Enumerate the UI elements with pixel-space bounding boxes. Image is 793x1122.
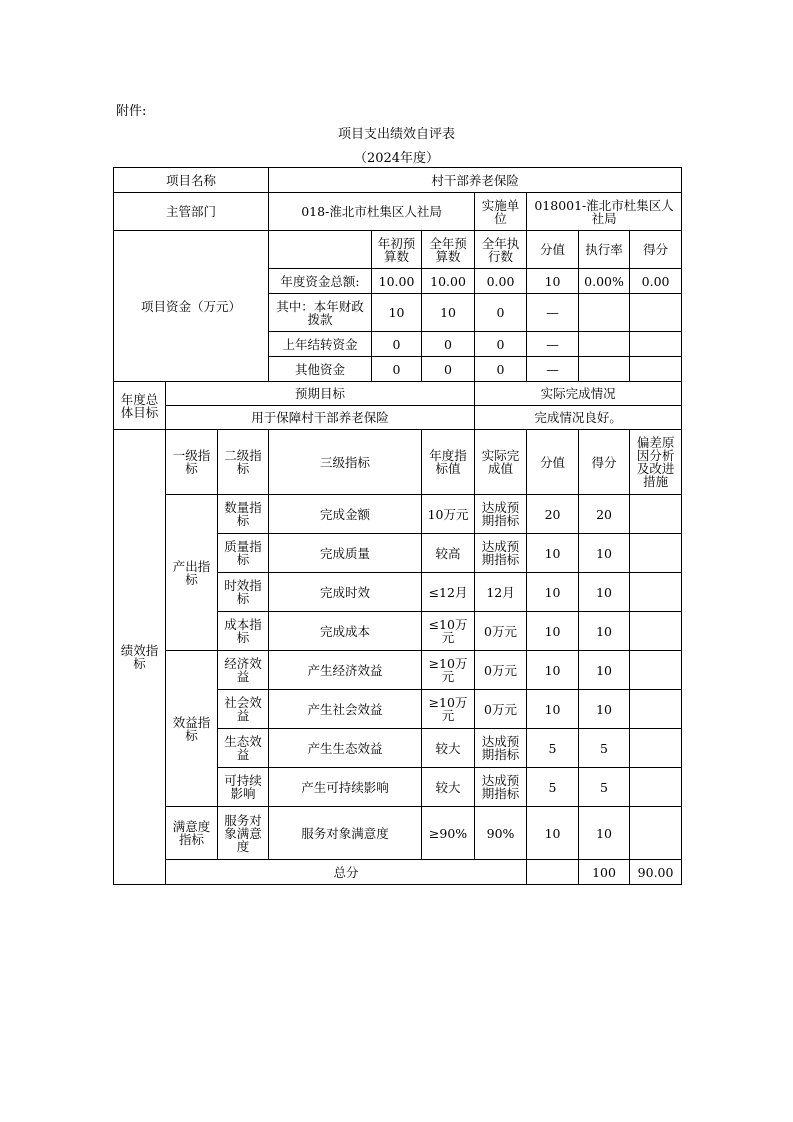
target-value: ≥10万元 (422, 690, 475, 729)
form-year: （2024年度） (353, 151, 440, 166)
score: 5 (579, 768, 630, 807)
level2-indicator: 质量指标 (218, 534, 269, 573)
funds-header: 得分 (630, 231, 682, 269)
funds-cell: 0 (422, 332, 475, 357)
goals-actual-header: 实际完成情况 (475, 382, 682, 406)
funds-cell: — (527, 294, 579, 332)
score: 10 (579, 690, 630, 729)
goals-expected-value: 用于保障村干部养老保险 (166, 406, 475, 430)
goals-actual-value: 完成情况良好。 (475, 406, 682, 430)
deviation-note (630, 651, 682, 690)
funds-cell (579, 332, 630, 357)
level1-indicator: 效益指标 (166, 651, 218, 807)
funds-cell: 0 (422, 357, 475, 382)
indicators-header: 偏差原因分析及改进措施 (630, 430, 682, 495)
indicators-header: 二级指标 (218, 430, 269, 495)
funds-header-blank (269, 231, 372, 269)
deviation-note (630, 729, 682, 768)
funds-header: 执行率 (579, 231, 630, 269)
funds-header: 年初预算数 (372, 231, 422, 269)
level3-indicator: 完成时效 (269, 573, 422, 612)
funds-cell: 10 (422, 294, 475, 332)
level3-indicator: 产生可持续影响 (269, 768, 422, 807)
attachment-label: 附件: (116, 104, 147, 119)
target-value: ≤10万元 (422, 612, 475, 651)
actual-value: 达成预期指标 (475, 534, 527, 573)
funds-cell (579, 357, 630, 382)
impl-label: 实施单位 (475, 193, 527, 231)
target-value: ≥90% (422, 807, 475, 860)
indicators-label: 绩效指标 (114, 430, 166, 885)
project-name-label: 项目名称 (114, 168, 269, 193)
funds-cell: — (527, 332, 579, 357)
level3-indicator: 产生经济效益 (269, 651, 422, 690)
row-total (114, 860, 682, 885)
level3-indicator: 服务对象满意度 (269, 807, 422, 860)
row-goals-header (114, 382, 682, 406)
funds-row-label: 其中：本年财政拨款 (269, 294, 372, 332)
level3-indicator: 完成成本 (269, 612, 422, 651)
total-score: 90.00 (630, 860, 682, 885)
total-score-value: 100 (579, 860, 630, 885)
score: 10 (579, 807, 630, 860)
score-value: 20 (527, 495, 579, 534)
funds-cell: 10 (372, 294, 422, 332)
level1-indicator: 满意度指标 (166, 807, 218, 860)
level3-indicator: 完成质量 (269, 534, 422, 573)
target-value: 较大 (422, 729, 475, 768)
deviation-note (630, 495, 682, 534)
row-department (114, 193, 682, 231)
level2-indicator: 成本指标 (218, 612, 269, 651)
funds-cell: — (527, 357, 579, 382)
funds-cell: 0 (372, 332, 422, 357)
funds-cell: 0.00 (630, 269, 682, 294)
funds-cell (630, 294, 682, 332)
score-value: 10 (527, 573, 579, 612)
dept-label: 主管部门 (114, 193, 269, 231)
funds-cell: 10.00 (422, 269, 475, 294)
row-indicators-header (114, 430, 682, 495)
actual-value: 90% (475, 807, 527, 860)
funds-cell (630, 357, 682, 382)
evaluation-table (113, 167, 682, 885)
level2-indicator: 社会效益 (218, 690, 269, 729)
score-value: 10 (527, 807, 579, 860)
row-funds-header (114, 231, 682, 269)
actual-value: 0万元 (475, 612, 527, 651)
target-value: 较大 (422, 768, 475, 807)
funds-cell: 0 (475, 332, 527, 357)
funds-row-label: 年度资金总额: (269, 269, 372, 294)
score-value: 10 (527, 651, 579, 690)
level2-indicator: 服务对象满意度 (218, 807, 269, 860)
actual-value: 达成预期指标 (475, 495, 527, 534)
level3-indicator: 产生生态效益 (269, 729, 422, 768)
score-value: 10 (527, 534, 579, 573)
funds-cell: 0 (475, 357, 527, 382)
project-name-value: 村干部养老保险 (269, 168, 682, 193)
funds-header: 分值 (527, 231, 579, 269)
actual-value: 达成预期指标 (475, 768, 527, 807)
dept-value: 018-淮北市杜集区人社局 (269, 193, 475, 231)
score: 5 (579, 729, 630, 768)
funds-cell: 10.00 (372, 269, 422, 294)
deviation-note (630, 768, 682, 807)
row-project-name (114, 168, 682, 193)
actual-value: 0万元 (475, 690, 527, 729)
indicators-header: 年度指标值 (422, 430, 475, 495)
total-label: 总分 (166, 860, 527, 885)
funds-header: 全年预算数 (422, 231, 475, 269)
funds-cell: 10 (527, 269, 579, 294)
level2-indicator: 数量指标 (218, 495, 269, 534)
indicators-header: 得分 (579, 430, 630, 495)
deviation-note (630, 573, 682, 612)
score: 10 (579, 612, 630, 651)
score-value: 10 (527, 690, 579, 729)
indicator-row (114, 807, 682, 860)
indicator-row (114, 651, 682, 690)
funds-cell: 0 (475, 294, 527, 332)
level1-indicator: 产出指标 (166, 495, 218, 651)
total-blank (527, 860, 579, 885)
indicators-header: 实际完成值 (475, 430, 527, 495)
actual-value: 0万元 (475, 651, 527, 690)
indicators-header: 分值 (527, 430, 579, 495)
deviation-note (630, 690, 682, 729)
level2-indicator: 经济效益 (218, 651, 269, 690)
deviation-note (630, 534, 682, 573)
funds-cell: 0.00 (475, 269, 527, 294)
impl-value: 018001-淮北市杜集区人社局 (527, 193, 682, 231)
funds-row-label: 其他资金 (269, 357, 372, 382)
score: 10 (579, 651, 630, 690)
indicators-header: 一级指标 (166, 430, 218, 495)
goals-expected-header: 预期目标 (166, 382, 475, 406)
funds-label: 项目资金（万元） (114, 231, 269, 382)
row-goals-values (114, 406, 682, 430)
target-value: 较高 (422, 534, 475, 573)
score-value: 5 (527, 729, 579, 768)
target-value: ≤12月 (422, 573, 475, 612)
funds-cell: 0.00% (579, 269, 630, 294)
goals-label: 年度总体目标 (114, 382, 166, 430)
funds-cell (579, 294, 630, 332)
score-value: 5 (527, 768, 579, 807)
funds-header: 全年执行数 (475, 231, 527, 269)
score: 10 (579, 534, 630, 573)
actual-value: 达成预期指标 (475, 729, 527, 768)
form-title: 项目支出绩效自评表 (337, 127, 455, 142)
score: 10 (579, 573, 630, 612)
target-value: 10万元 (422, 495, 475, 534)
target-value: ≥10万元 (422, 651, 475, 690)
level2-indicator: 可持续影响 (218, 768, 269, 807)
funds-cell: 0 (372, 357, 422, 382)
indicator-row (114, 495, 682, 534)
score-value: 10 (527, 612, 579, 651)
level3-indicator: 完成金额 (269, 495, 422, 534)
score: 20 (579, 495, 630, 534)
deviation-note (630, 807, 682, 860)
funds-cell (630, 332, 682, 357)
level2-indicator: 时效指标 (218, 573, 269, 612)
indicators-header: 三级指标 (269, 430, 422, 495)
level2-indicator: 生态效益 (218, 729, 269, 768)
deviation-note (630, 612, 682, 651)
level3-indicator: 产生社会效益 (269, 690, 422, 729)
funds-row-label: 上年结转资金 (269, 332, 372, 357)
actual-value: 12月 (475, 573, 527, 612)
